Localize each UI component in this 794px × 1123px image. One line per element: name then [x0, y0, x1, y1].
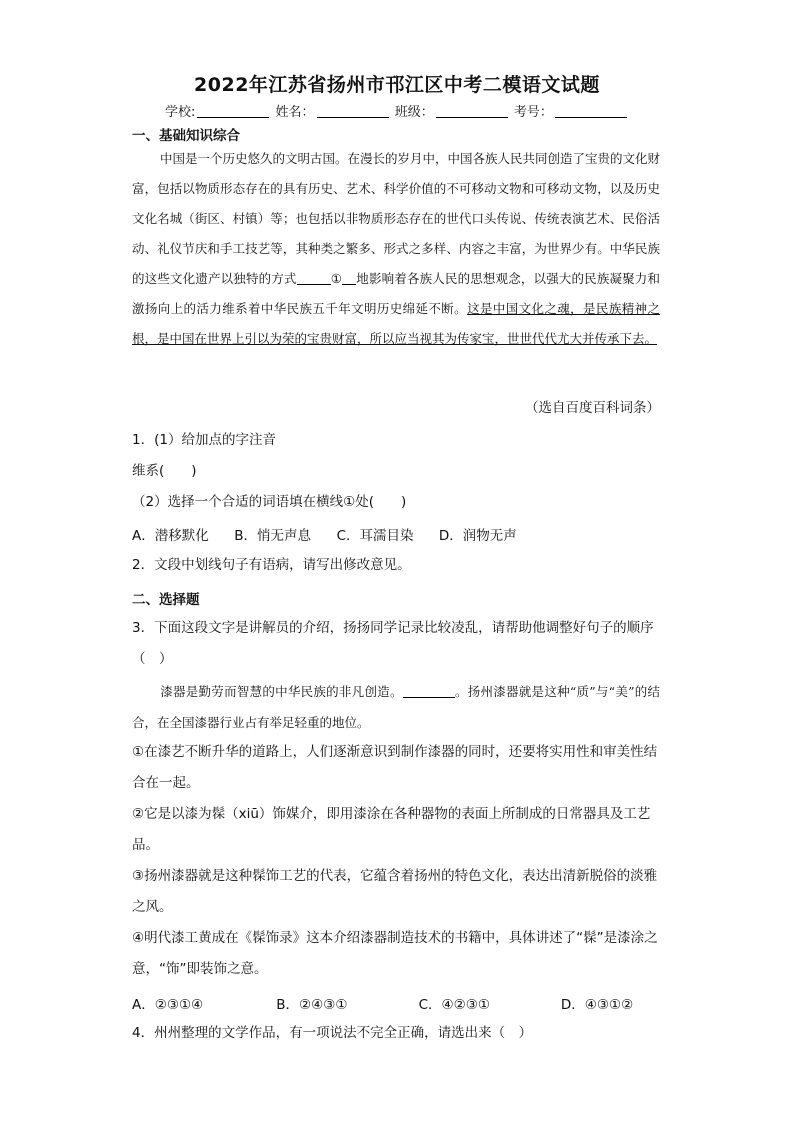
q3-item-4: ④明代漆工黄成在《髹饰录》这本介绍漆器制造技术的书籍中，具体讲述了“髹”是漆涂之意，“饰”即装饰之意。	[132, 930, 658, 977]
q3-passage	[132, 676, 660, 738]
underlined-sentence: 这是中国文化之魂，是民族精神之根，是中国在世界上引以为荣的宝贵财富，所以应当视其为传家宝，世世代代尤大并传承下去。	[132, 301, 660, 346]
q3-passage-a: 漆器是勤劳而智慧的中华民族的非凡创造。	[160, 684, 403, 699]
q1-option-d[interactable]: D．润物无声	[438, 528, 517, 544]
student-info-row	[165, 101, 629, 120]
school-blank[interactable]	[197, 117, 269, 118]
number-blank[interactable]	[555, 117, 627, 118]
question-4: 4．州州整理的文学作品，有一项说法不完全正确，请选出来（ ）	[132, 1025, 533, 1041]
school-label: 学校:	[165, 105, 196, 120]
name-label: 姓名：	[275, 105, 315, 120]
q3-passage-b: 。扬州漆器就是这种“质”与“美”的结合，在全国漆器行业占有举足轻重的地位。	[132, 684, 660, 730]
section-heading-1: 一、基础知识综合	[132, 128, 240, 144]
class-blank[interactable]	[436, 117, 508, 118]
q3-items	[132, 737, 664, 985]
q3-option-c[interactable]: C．④②③①	[418, 997, 490, 1013]
q1-option-b[interactable]: B．悄无声息	[234, 528, 312, 544]
q3-option-a[interactable]: A．②③①④	[132, 997, 204, 1013]
blank-1-left	[297, 284, 331, 285]
q1-options	[132, 524, 517, 544]
q3-options	[132, 993, 633, 1013]
passage-1	[132, 144, 660, 354]
class-label: 班级：	[394, 105, 434, 120]
q1-option-a[interactable]: A．潜移默化	[132, 528, 209, 544]
q1-option-c[interactable]: C．耳濡目染	[336, 528, 414, 544]
q3-item-2: ②它是以漆为髹（xiū）饰媒介，即用漆涂在各种器物的表面上所制成的日常器具及工艺品。	[132, 806, 651, 853]
number-label: 考号：	[513, 105, 553, 120]
q1-part2: （2）选择一个合适的词语填在横线①处( )	[132, 494, 407, 510]
q3-option-d[interactable]: D．④③①②	[560, 997, 634, 1013]
section-heading-2: 二、选择题	[132, 592, 200, 608]
q3-blank	[403, 697, 455, 698]
passage-1-text-b: 地影响着各族人民的思想观念，以强大的民族凝聚力和激扬向上的活力维系着中华民族五千年文明历史绵延不断。	[132, 271, 660, 316]
q3-item-3: ③扬州漆器就是这种髹饰工艺的代表，它蕴含着扬州的特色文化，表达出清新脱俗的淡雅之风。	[132, 868, 658, 915]
q3-item-1: ①在漆艺不断升华的道路上，人们逐渐意识到制作漆器的同时，还要将实用性和审美性结合在一起。	[132, 744, 658, 791]
passage-1-text-a: 中国是一个历史悠久的文明古国。在漫长的岁月中，中国各族人民共同创造了宝贵的文化财富，包括以物质形态存在的具有历史、艺术、科学价值的不可移动文物和可移动文物，以及历史文化名城（街区、村镇）等；也包括以非物质形态存在的世代口头传说、传统表演艺术、民俗活动、礼仪节庆和手工技艺等，其种类之繁多、形式之多样、内容之丰富，为世界少有。中华民族的这些文化遗产以独特的方式	[132, 151, 661, 286]
page-title: 2022年江苏省扬州市邗江区中考二模语文试题	[194, 74, 600, 96]
q1-word: 维系( )	[132, 463, 197, 479]
q1-part1: 1．(1）给加点的字注音	[132, 432, 276, 448]
question-1	[132, 425, 664, 518]
q3-option-b[interactable]: B．②④③①	[276, 997, 348, 1013]
question-3-stem: 3．下面这段文字是讲解员的介绍，扬扬同学记录比较凌乱，请帮助他调整好句子的顺序（ ）	[132, 620, 654, 667]
blank-1-right	[342, 284, 356, 285]
source-note: （选自百度百科词条）	[525, 400, 660, 416]
blank-marker: ①	[330, 271, 343, 286]
question-2: 2．文段中划线句子有语病，请写出修改意见。	[132, 557, 411, 573]
name-blank[interactable]	[317, 117, 389, 118]
